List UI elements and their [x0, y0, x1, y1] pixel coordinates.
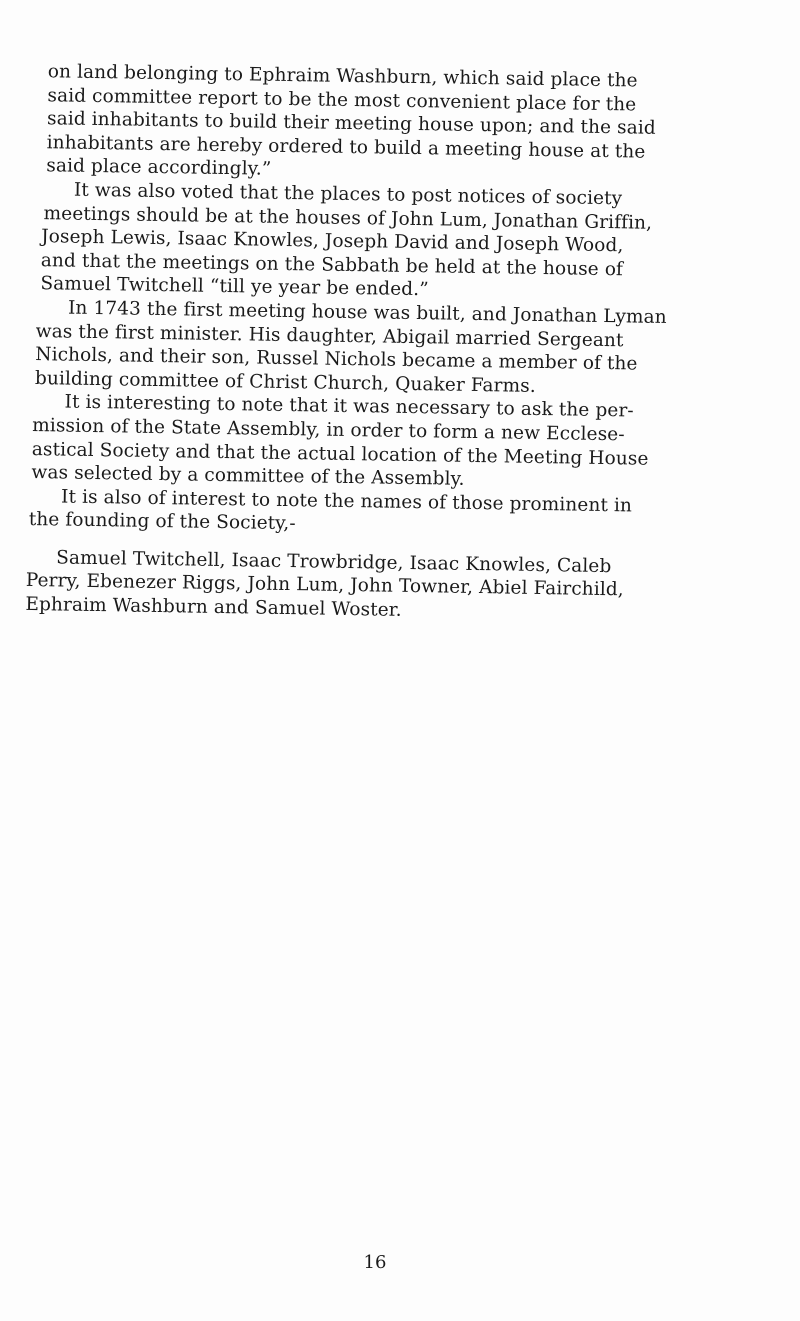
text-line: It was also voted that the places to post notices of society — [73, 179, 623, 210]
text-line: said place accordingly.” — [46, 155, 272, 181]
text-line: the founding of the Society,- — [28, 509, 296, 535]
text-line: on land belonging to Ephraim Washburn, which said place the — [47, 61, 638, 92]
text-line: Nichols, and their son, Russel Nichols became a member of the — [35, 344, 638, 375]
text-line: Perry, Ebenezer Riggs, John Lum, John Towner, Abiel Fairchild, — [25, 570, 624, 601]
text-line: said inhabitants to build their meeting house upon; and the said — [46, 108, 656, 139]
text-line: Ephraim Washburn and Samuel Woster. — [25, 593, 402, 621]
text-line: meetings should be at the houses of John Lum, Jonathan Griffin, — [43, 202, 653, 234]
text-line: astical Society and that the actual location of the Meeting House — [31, 438, 649, 470]
text-line: mission of the State Assembly, in order to form a new Ecclese- — [32, 414, 625, 446]
text-line: In 1743 the first meeting house was built, and Jonathan Lyman — [67, 297, 667, 328]
page-number: 16 — [363, 1252, 387, 1273]
body-text — [25, 60, 764, 628]
paragraph — [27, 390, 758, 496]
text-line: said committee report to be the most convenient place for the — [47, 84, 637, 116]
paragraph — [29, 296, 760, 402]
name-list-paragraph — [25, 546, 756, 628]
paragraph — [30, 178, 762, 307]
text-line: It is interesting to note that it was necessary to ask the per- — [64, 391, 634, 422]
text-line: was selected by a committee of the Assembly. — [31, 462, 465, 490]
text-line: Samuel Twitchell “till ye year be ended.” — [40, 273, 429, 301]
text-line: Samuel Twitchell, Isaac Trowbridge, Isaac Knowles, Caleb — [56, 547, 612, 578]
text-line: inhabitants are hereby ordered to build a meeting house at the — [46, 131, 646, 163]
text-line: and that the meetings on the Sabbath be held at the house of — [40, 249, 624, 281]
text-line: was the first minister. His daughter, Abigail married Sergeant — [35, 320, 624, 351]
text-line: building committee of Christ Church, Quaker Farms. — [34, 367, 536, 397]
text-line: It is also of interest to note the names of those prominent in — [60, 486, 633, 517]
paragraph — [32, 60, 764, 189]
text-line: Joseph Lewis, Isaac Knowles, Joseph David and Joseph Wood, — [41, 226, 624, 257]
